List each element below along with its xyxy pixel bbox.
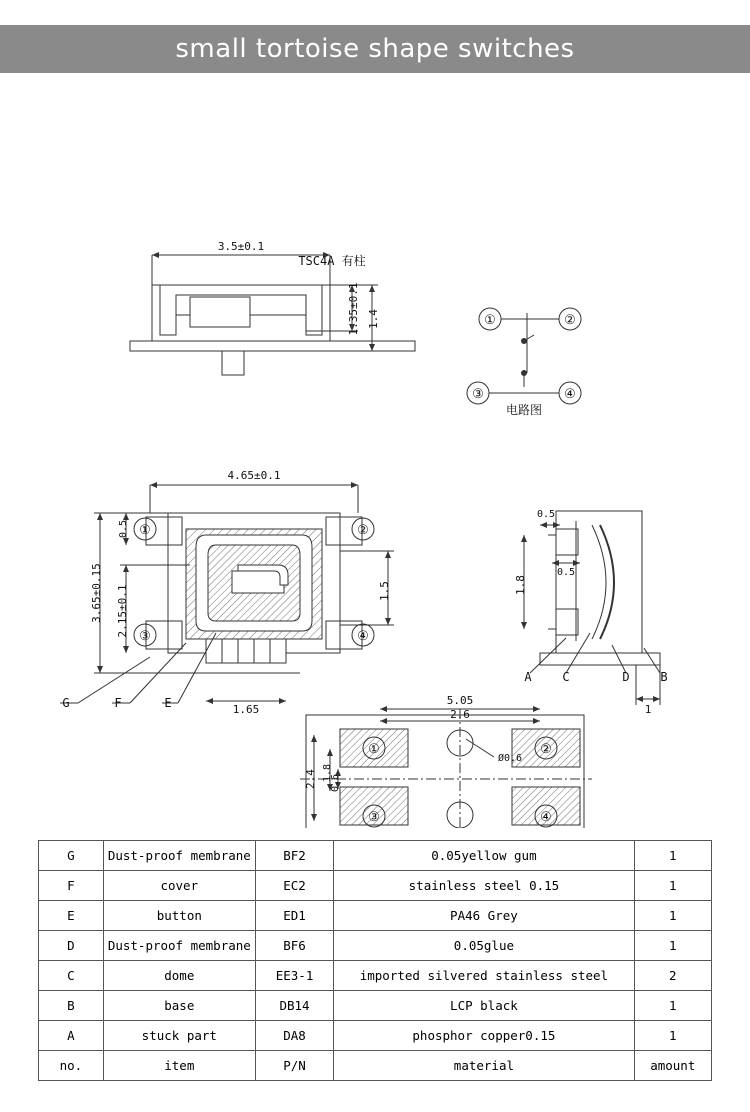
label-model: TSC4A 有柱	[298, 254, 366, 268]
dim-pad-505: 5.05	[446, 694, 474, 707]
dim-side-1: 1	[644, 703, 652, 716]
circuit-pin-2: ②	[564, 313, 576, 328]
spec-table-body	[39, 841, 712, 1081]
spec-table	[38, 840, 712, 1081]
dim-front-inner: 2.15±0.1	[116, 584, 129, 638]
dim-pad-26: 2.6	[450, 708, 470, 721]
pad-pin-1: ①	[368, 742, 380, 757]
header-pn: P/N	[255, 1051, 333, 1081]
cell-amount: 1	[634, 901, 711, 931]
cell-material: stainless steel 0.15	[334, 871, 634, 901]
cell-item: Dust-proof membrane	[103, 841, 255, 871]
pad-pin-2: ②	[540, 742, 552, 757]
cell-amount: 1	[634, 871, 711, 901]
circuit-pin-3: ③	[472, 387, 484, 402]
cell-no: B	[39, 991, 104, 1021]
dim-pad-dia: Ø0.6	[498, 753, 523, 764]
cell-pn: EE3-1	[255, 961, 333, 991]
cell-item: base	[103, 991, 255, 1021]
table-row	[39, 841, 712, 871]
dim-top-h1: 1.35±0.1	[347, 282, 360, 336]
cell-material: PA46 Grey	[334, 901, 634, 931]
header-item: item	[103, 1051, 255, 1081]
cell-pn: BF2	[255, 841, 333, 871]
drawing-svg	[0, 73, 750, 828]
page-title: small tortoise shape switches	[175, 34, 575, 64]
dim-pad-24: 2.4	[304, 769, 317, 789]
table-row	[39, 991, 712, 1021]
cell-material: imported silvered stainless steel	[334, 961, 634, 991]
dim-front-width: 4.65±0.1	[227, 469, 281, 482]
cell-material: phosphor copper0.15	[334, 1021, 634, 1051]
cell-amount: 1	[634, 931, 711, 961]
table-row	[39, 961, 712, 991]
cell-no: F	[39, 871, 104, 901]
cell-pn: ED1	[255, 901, 333, 931]
front-pin-4: ④	[357, 629, 369, 644]
front-pin-2: ②	[357, 523, 369, 538]
cell-no: C	[39, 961, 104, 991]
circuit-pin-4: ④	[564, 387, 576, 402]
part-label-f: F	[114, 696, 122, 710]
cell-item: cover	[103, 871, 255, 901]
table-row	[39, 901, 712, 931]
part-label-d: D	[622, 670, 630, 684]
part-label-e: E	[164, 696, 172, 710]
header-no: no.	[39, 1051, 104, 1081]
circuit-caption: 电路图	[505, 403, 543, 417]
cell-item: Dust-proof membrane	[103, 931, 255, 961]
part-label-b: B	[660, 670, 668, 684]
table-row	[39, 931, 712, 961]
technical-drawing	[0, 73, 750, 828]
part-label-a: A	[524, 670, 532, 684]
header-amount: amount	[634, 1051, 711, 1081]
dim-front-15: 1.5	[378, 581, 391, 601]
circuit-pin-1: ①	[484, 313, 496, 328]
cell-no: A	[39, 1021, 104, 1051]
front-pin-3: ③	[139, 629, 151, 644]
page-header	[0, 25, 750, 73]
table-header-row	[39, 1051, 712, 1081]
cell-amount: 1	[634, 1021, 711, 1051]
part-label-c: C	[562, 670, 570, 684]
cell-pn: BF6	[255, 931, 333, 961]
cell-pn: DB14	[255, 991, 333, 1021]
cell-item: button	[103, 901, 255, 931]
table-row	[39, 871, 712, 901]
cell-amount: 2	[634, 961, 711, 991]
cell-material: LCP black	[334, 991, 634, 1021]
cell-material: 0.05glue	[334, 931, 634, 961]
cell-item: dome	[103, 961, 255, 991]
table-row	[39, 1021, 712, 1051]
cell-pn: DA8	[255, 1021, 333, 1051]
pad-pin-3: ③	[368, 810, 380, 825]
dim-top-h2: 1.4	[367, 309, 380, 329]
cell-material: 0.05yellow gum	[334, 841, 634, 871]
dim-pad-06: 0.6	[330, 773, 341, 793]
dim-front-165: 1.65	[232, 703, 260, 716]
cell-amount: 1	[634, 991, 711, 1021]
header-material: material	[334, 1051, 634, 1081]
dim-front-height: 3.65±0.15	[90, 563, 103, 623]
cell-no: E	[39, 901, 104, 931]
cell-pn: EC2	[255, 871, 333, 901]
cell-no: G	[39, 841, 104, 871]
pad-pin-4: ④	[540, 810, 552, 825]
cell-no: D	[39, 931, 104, 961]
dim-top-width: 3.5±0.1	[217, 240, 265, 253]
dim-front-05: 0.5	[118, 519, 129, 539]
front-pin-1: ①	[139, 523, 151, 538]
cell-item: stuck part	[103, 1021, 255, 1051]
part-label-g: G	[62, 696, 70, 710]
dim-side-05a: 0.5	[536, 509, 556, 520]
dim-pad-18: 1.8	[322, 763, 333, 783]
cell-amount: 1	[634, 841, 711, 871]
dim-side-05b: 0.5	[556, 567, 576, 578]
dim-side-18: 1.8	[514, 575, 527, 595]
